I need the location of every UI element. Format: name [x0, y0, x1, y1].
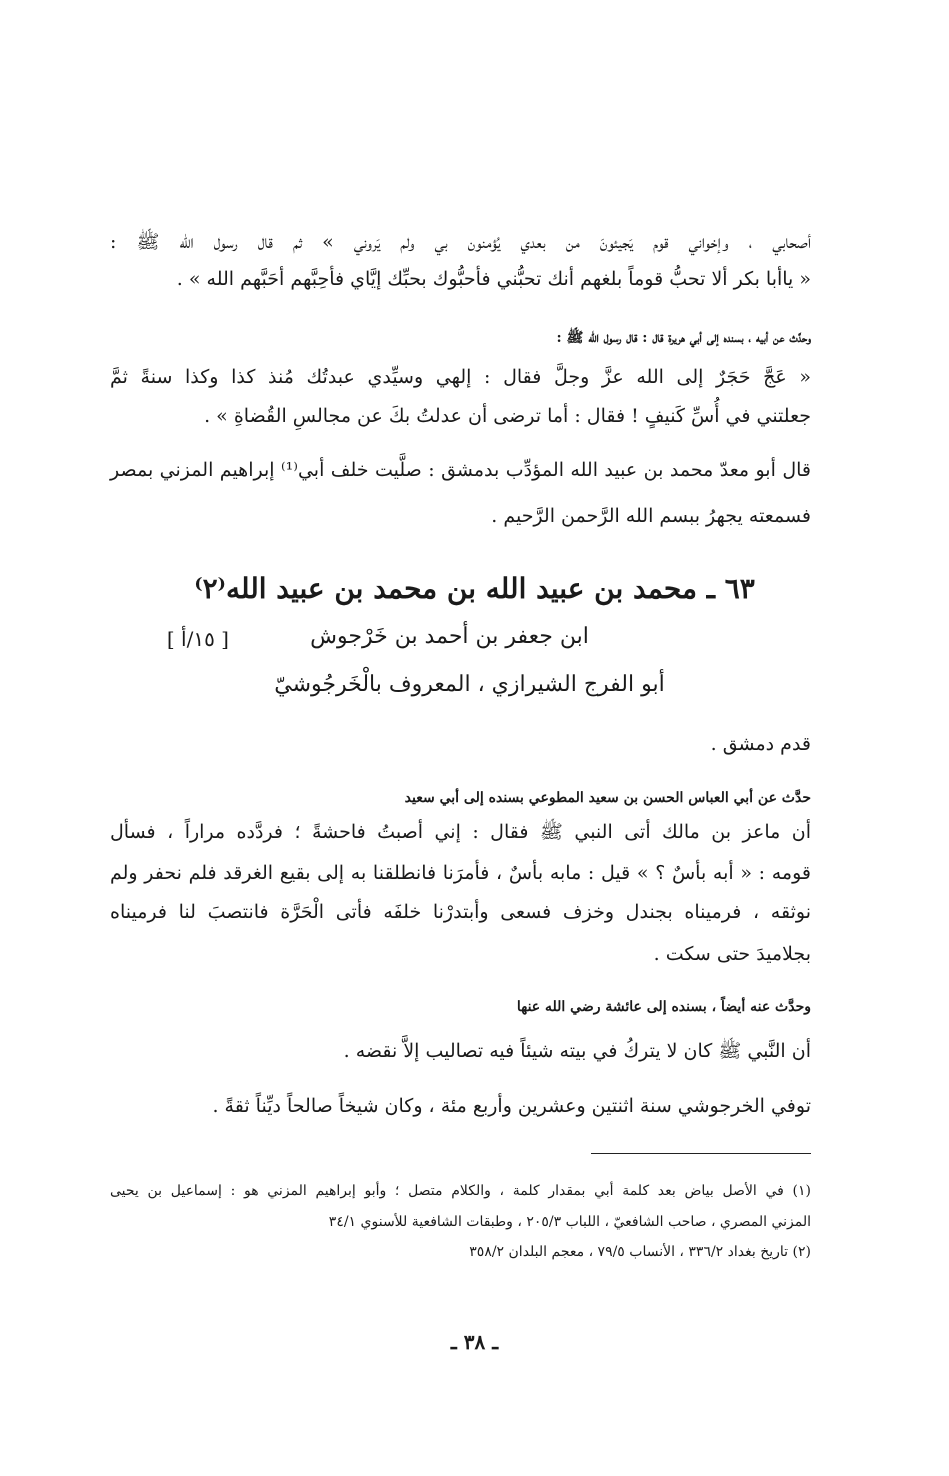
page-number: ـ ٣٨ ـ: [450, 1330, 499, 1354]
isnad-1: وحدَّث عن أبيه ، بسنده إلى أبي هريرة قال : قال رسول الله ﷺ :: [556, 330, 811, 346]
footnote-1-line-1: (١) في الأصل بياض بعد كلمة أبي بمقدار كلمة ، والكلام متصل ؛ وأبو إبراهيم المزني هو : إسماعيل بن يحيى: [110, 1183, 811, 1199]
hadith-2: أن النَّبي ﷺ كان لا يتركُ في بيته شيئاً فيه تصاليب إلاَّ نقضه .: [343, 1040, 811, 1062]
entry-lineage: ابن جعفر بن أحمد بن خَرْجوش: [310, 624, 589, 649]
entry-heading: ٦٣ ـ محمد بن عبيد الله بن محمد بن عبيد الله⁽٢⁾: [194, 572, 755, 605]
hadith-1-line-3: نوثقه ، فرميناه بجندل وخزف فسعى وأبتدرْنا خلفَه فأتى الْحَرَّة فانتصبَ لنا فرميناه: [110, 901, 811, 923]
paragraph-1-line-1: أصحابي ، وإخواني قوم يَجيئونَ من بعدي يُؤمنون بي ولم يَروني » ثم قال رسول الله ﷺ :: [110, 231, 811, 253]
paragraph-2-line-1: « عَجَّ حَجَرٌ إلى الله عزَّ وجلَّ فقال : إلهي وسيِّدي عبدتُك مُنذ كذا وكذا سنةً ثمَّ: [110, 366, 811, 388]
footnote-1-line-2: المزني المصري ، صاحب الشافعيّ ، اللباب ٢٠٥/٣ ، وطبقات الشافعية للأسنوي ٣٤/١: [328, 1214, 811, 1230]
folio-marker: [ ١٥/أ ]: [166, 627, 229, 651]
paragraph-3-line-1: قال أبو معدّ محمد بن عبيد الله المؤدِّب بدمشق : صلَّيت خلف أبي⁽¹⁾ إبراهيم المزني بمصر: [110, 459, 812, 481]
isnad-2: حدَّث عن أبي العباس الحسن بن سعيد المطوعي بسنده إلى أبي سعيد: [404, 790, 811, 806]
paragraph-3-line-2: فسمعته يجهرُ ببسم الله الرَّحمن الرَّحيم .: [491, 505, 811, 527]
hadith-1-line-4: بجلاميدَ حتى سكت .: [653, 943, 811, 965]
hadith-1-line-1: أن ماعز بن مالك أتى النبي ﷺ فقال : إني أصبتُ فاحشةً ؛ فردَّده مراراً ، فسأل: [110, 821, 811, 843]
paragraph-2-line-2: جعلتني في أُسِّ كَنيفٍ ! فقال : أما ترضى أن عدلتُ بكَ عن مجالسِ القُضاةِ » .: [204, 405, 811, 427]
footnote-rule: [591, 1153, 811, 1154]
paragraph-1-line-2: « ياأبا بكر ألا تحبُّ قوماً بلغهم أنك تحبُّني فأحبُّوك بحبِّك إيَّاي فأحِبَّهم أحَبَّهم الله » .: [176, 268, 811, 290]
arrived-note: قدم دمشق .: [710, 733, 811, 755]
hadith-1-line-2: قومه : « أبه بأسٌ ؟ » قيل : مابه بأسٌ ، فأمرَنا فانطلقنا به إلى بقيع الغرقد فلم نحفر ولم: [110, 862, 811, 884]
entry-kunya: أبو الفرج الشيرازي ، المعروف بالْخَرجُوشيّ: [274, 672, 665, 697]
death-note: توفي الخرجوشي سنة اثنتين وعشرين وأربع مئة ، وكان شيخاً صالحاً ديِّناً ثقةً .: [212, 1095, 811, 1117]
isnad-3: وحدَّث عنه أيضاً ، بسنده إلى عائشة رضي الله عنها: [516, 999, 811, 1015]
footnote-2: (٢) تاريخ بغداد ٣٣٦/٢ ، الأنساب ٧٩/٥ ، معجم البلدان ٣٥٨/٢: [469, 1244, 811, 1260]
